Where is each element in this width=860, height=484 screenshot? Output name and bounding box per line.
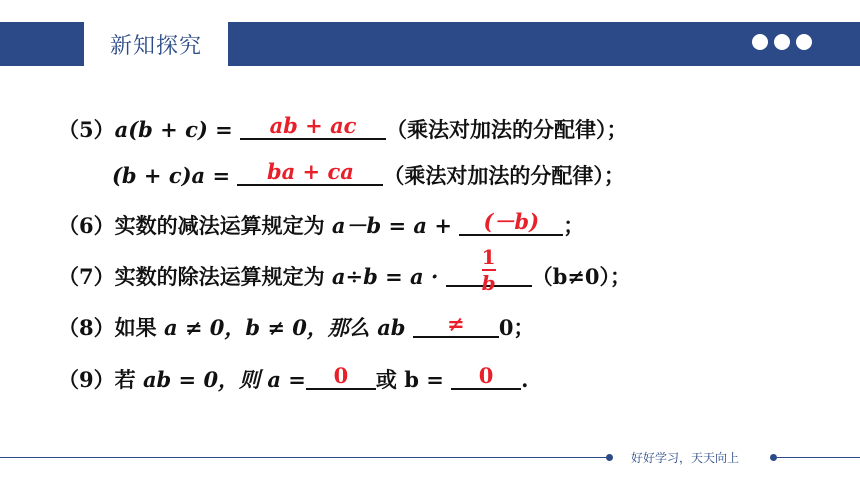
- line-9: [58, 363, 529, 392]
- expression: (b + c)a =: [112, 163, 238, 188]
- answer-blank: [237, 159, 383, 186]
- answer-text: (－b): [483, 209, 540, 234]
- footer-line-left: [0, 457, 606, 458]
- note-text: （b≠0）；: [531, 264, 631, 289]
- dot-icon: [796, 34, 812, 50]
- footer-line-right: [777, 457, 860, 458]
- punctuation: .: [521, 367, 529, 392]
- note-text: （乘法对加法的分配律）；: [386, 117, 628, 142]
- item-text: （6）实数的减法运算规定为: [58, 213, 332, 238]
- expression: a ≠ 0，b ≠ 0，那么 ab: [163, 315, 413, 340]
- line-8: [58, 311, 535, 340]
- expression: a(b + c) =: [114, 117, 241, 142]
- fraction-denominator: b: [481, 271, 496, 295]
- answer-text: 0: [478, 363, 494, 388]
- answer-text: 0: [333, 363, 349, 388]
- answer-blank: [446, 245, 532, 295]
- item-text: （7）实数的除法运算规定为: [58, 264, 332, 289]
- footer-slogan: 好好学习，天天向上: [631, 451, 740, 465]
- expression: a－b = a +: [331, 213, 460, 238]
- item-number: （5）: [58, 117, 115, 142]
- footer-dot-icon: [770, 454, 777, 461]
- answer-text: ba + ca: [266, 159, 354, 184]
- answer-blank: [240, 113, 386, 140]
- expression: ab = 0，则 a =: [142, 367, 306, 392]
- answer-text: ab + ac: [269, 113, 357, 138]
- fraction-answer: [446, 247, 532, 293]
- section-title-tab: [84, 22, 228, 66]
- answer-blank: [413, 311, 499, 338]
- answer-blank: [451, 363, 521, 390]
- footer-dot-icon: [606, 454, 613, 461]
- item-text: （8）如果: [58, 315, 164, 340]
- line-5b: [112, 159, 625, 188]
- header-dots-icon: [752, 34, 812, 50]
- fraction-numerator: 1: [481, 245, 496, 269]
- punctuation: ；: [563, 213, 585, 238]
- connector-text: 或 b =: [375, 367, 452, 392]
- dot-icon: [774, 34, 790, 50]
- expression: a÷b = a ·: [331, 264, 446, 289]
- note-text: （乘法对加法的分配律）；: [383, 163, 625, 188]
- dot-icon: [752, 34, 768, 50]
- answer-text: ≠: [447, 311, 465, 336]
- item-text: （9）若: [58, 367, 143, 392]
- answer-blank: [459, 209, 563, 236]
- line-6: [58, 209, 585, 238]
- line-7: [58, 245, 631, 295]
- line-5a: [58, 113, 628, 142]
- answer-blank: [306, 363, 376, 390]
- section-title: 新知探究: [109, 33, 202, 59]
- punctuation: 0；: [498, 315, 535, 340]
